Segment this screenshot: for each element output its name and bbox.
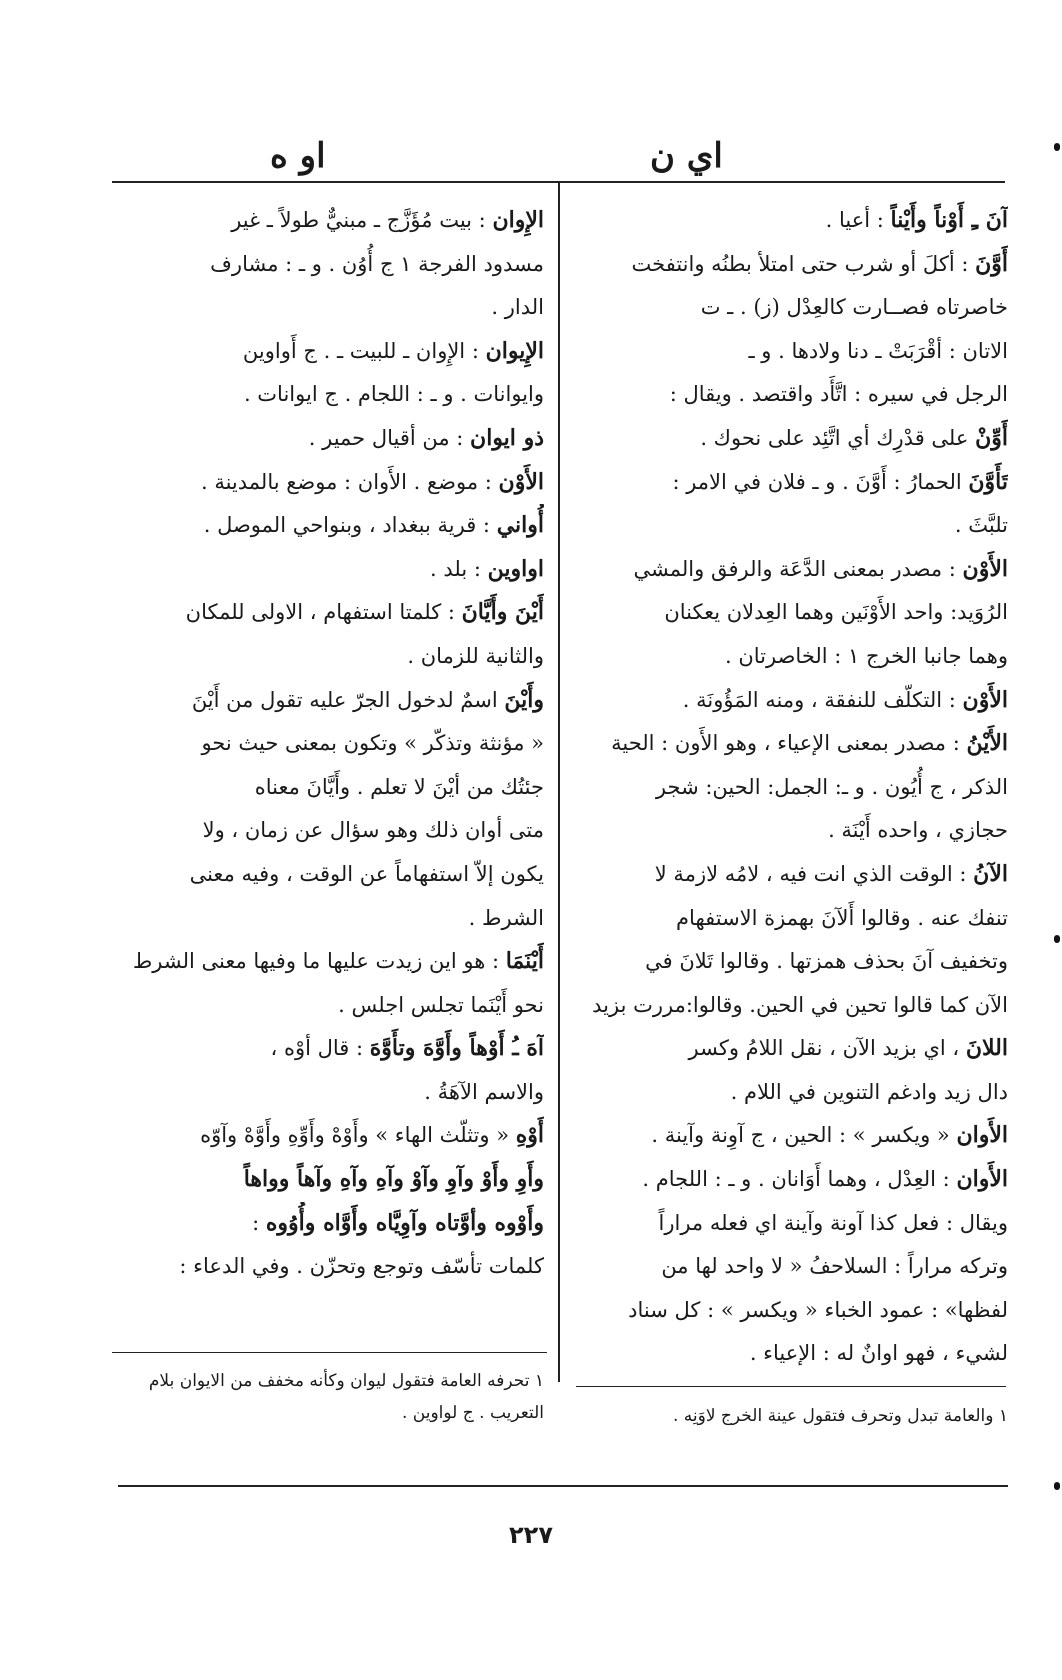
definition-text: دال زيد وادغم التنوين في اللام . (730, 1079, 1008, 1104)
headword: الأَوان (956, 1166, 1008, 1193)
entry-line (112, 984, 544, 1028)
headword: أَيْنَ وأَيَّانَ (461, 599, 544, 626)
footnote-rule-right (576, 1386, 1006, 1387)
entry-line (112, 809, 544, 853)
left-column-footnote (112, 1365, 544, 1429)
headword: أَوْهِ (515, 1122, 544, 1149)
definition-text: الشرط . (468, 905, 544, 930)
definition-text: « وتثلّث الهاء » وأَوْهْ وأَوِّهِ وأَوَّهْ وآوّه (200, 1123, 516, 1148)
entry-line (112, 1071, 544, 1115)
definition-text: حجازي ، واحده أَيْنَة . (828, 818, 1008, 843)
definition-text: وايوانات . و ـ : اللجام . ج ايوانات . (243, 382, 544, 407)
entry-line (112, 1114, 544, 1158)
left-column-entries (112, 199, 544, 1289)
definition-text: الذكر ، ج أُيُون . و ـ: الجمل: الحين: شجر (655, 774, 1008, 799)
definition-text: : قرية ببغداد ، وبنواحي الموصل . (203, 513, 497, 538)
definition-text: ، اي بزيد الآن ، نقل اللامُ وكسر (688, 1036, 966, 1061)
definition-text: متى أوان ذلك وهو سؤال عن زمان ، ولا (202, 818, 544, 843)
entry-line (576, 504, 1008, 548)
entry-line (576, 1332, 1008, 1376)
column-divider (558, 181, 560, 1382)
entry-line (576, 417, 1008, 461)
definition-text: تلبَّثَ . (954, 513, 1008, 538)
entry-line (576, 1289, 1008, 1333)
definition-text: : كلمتا استفهام ، الاولى للمكان (185, 600, 462, 625)
entry-line (576, 373, 1008, 417)
entry-line (576, 1202, 1008, 1246)
entry-line (576, 1114, 1008, 1158)
definition-text: مسدود الفرجة ١ ج أُوُن . و ـ : مشارف (210, 251, 544, 276)
footer-rule (118, 1485, 1008, 1487)
header-root-word-right: اي ن (650, 136, 723, 176)
entry-line (576, 1158, 1008, 1202)
entry-line (112, 373, 544, 417)
entry-line (112, 591, 544, 635)
definition-text: « مؤنثة وتذكّر » وتكون بمعنى حيث نحو (201, 731, 544, 756)
margin-mark (1054, 143, 1060, 151)
headword: ذو ايوان (470, 424, 544, 451)
header-root-word-left: او ه (270, 136, 326, 176)
entry-line (576, 853, 1008, 897)
entry-line (112, 1245, 544, 1289)
definition-text: والاسم الآهَةُ . (424, 1079, 544, 1104)
headword: اواوين (487, 555, 544, 582)
definition-text: كلمات تأسّف وتوجع وتحزّن . وفي الدعاء : (179, 1254, 544, 1279)
entry-line (576, 1027, 1008, 1071)
headword: الإِيوان (485, 337, 544, 364)
entry-line (576, 243, 1008, 287)
margin-mark (1054, 935, 1060, 943)
entry-line (576, 591, 1008, 635)
entry-line (576, 548, 1008, 592)
footnote-line: ١ والعامة تبدل وتحرف فتقول عينة الخرج لاوَنِه . (672, 1406, 1008, 1426)
headword: تَأَوَّنَ (968, 468, 1008, 495)
definition-text: : قال أوْه ، (270, 1036, 370, 1061)
footnote-rule-left (112, 1352, 547, 1353)
definition-text: : أعيا . (825, 208, 891, 232)
entry-line (576, 679, 1008, 723)
entry-line (576, 897, 1008, 941)
headword: أَوَّنَ (975, 250, 1008, 277)
headword: الآنُ (973, 860, 1008, 887)
entry-line (112, 722, 544, 766)
entry-line (576, 330, 1008, 374)
headword: الأَوْن (498, 468, 544, 495)
entry-line (112, 1202, 544, 1246)
definition-text: : هو اين زيدت عليها ما وفيها معنى الشرط (132, 949, 506, 974)
entry-line (112, 286, 544, 330)
entry-line (112, 679, 544, 723)
entry-line (576, 1245, 1008, 1289)
right-column-entries (576, 199, 1008, 1376)
page-number: ٢٢٧ (509, 1521, 553, 1549)
definition-text: : الوقت الذي انت فيه ، لامُه لازمة لا (654, 861, 974, 886)
definition-text: وتركه مراراً : السلاحفُ « لا واحد لها من (661, 1254, 1008, 1279)
headword: الأَيْنُ (966, 730, 1008, 757)
definition-text: تنفك عنه . وقالوا أَلآنَ بهمزة الاستفهام (676, 905, 1008, 930)
entry-line (112, 199, 544, 243)
definition-text: : بلد . (430, 556, 488, 581)
entry-line (112, 853, 544, 897)
definition-text: خاصرتاه فصــارت كالعِدْل (ز) . ـ ت (700, 295, 1008, 320)
definition-text: : أكلَ أو شرب حتى امتلأ بطنُه وانتفخت (631, 251, 976, 276)
definition-text: الرُوَيد: واحد الأَوْنَين وهما العِدلان يعكنان (664, 600, 1008, 625)
entry-line (576, 461, 1008, 505)
definition-text: على قدْرِك أي اتَّئِد على نحوك . (700, 425, 976, 450)
definition-text: : مصدر بمعنى الإعياء ، وهو الأَون : الحية (611, 731, 967, 756)
entry-line (112, 635, 544, 679)
definition-text: : من أقيال حمير . (308, 425, 471, 450)
definition-text: والثانية للزمان . (407, 643, 544, 668)
definition-text: جئتُك من أيْنَ لا تعلم . وأَيَّانَ معناه (254, 774, 544, 799)
definition-text: اسمٌ لدخول الجرّ عليه تقول من أَيْنَ (191, 687, 505, 712)
headword: أَوِّنْ (975, 424, 1008, 451)
definition-text: : العِدْل ، وهما أَوَانان . و ـ : اللجام . (642, 1167, 957, 1192)
definition-text: : مصدر بمعنى الدَّعَة والرفق والمشي (633, 556, 963, 581)
entry-line (112, 1158, 544, 1202)
entry-line (576, 722, 1008, 766)
headword: وأَوِ وأَوْ وآوِ وآوْ وآهِ وآهِ وآهاً وواهاً (243, 1166, 544, 1193)
definition-text: ويقال : فعل كذا آونة وآينة اي فعله مراراً (658, 1210, 1008, 1235)
definition-text: يكون إلاّ استفهاماً عن الوقت ، وفيه معنى (189, 861, 544, 886)
headword: أُواني (496, 512, 544, 539)
entry-line (112, 548, 544, 592)
entry-line (576, 199, 1008, 243)
entry-line (576, 1071, 1008, 1115)
definition-text: وهما جانبا الخرج ١ : الخاصرتان . (725, 643, 1008, 668)
definition-text: نحو أَيْنَما تجلس اجلس . (338, 992, 544, 1017)
headword: الإِوان (492, 207, 544, 233)
entry-line (112, 766, 544, 810)
definition-text: وتخفيف آنَ بحذف همزتها . وقالوا تَلانَ في (645, 949, 1008, 974)
headword: آنَ ـِ أَوْناً وأَيْناً (890, 207, 1008, 233)
entry-line (112, 417, 544, 461)
entry-line (112, 1027, 544, 1071)
right-column-footnote (576, 1400, 1008, 1432)
definition-text: الدار . (491, 295, 544, 320)
headword: وأَيْنَ (504, 686, 544, 713)
definition-text: الرجل في سيره : اتَّأَد واقتصد . ويقال : (669, 382, 1008, 407)
margin-mark (1054, 1482, 1060, 1490)
definition-text: : بيت مُؤَزَّج ـ مبنيٌّ طولاً ـ غير (231, 208, 493, 232)
headword: أَيْنَمَا (505, 948, 544, 975)
definition-text: : موضع . الأَوان : موضع بالمدينة . (200, 469, 499, 494)
entry-line (112, 461, 544, 505)
footnote-line: التعريب . ج لواوين . (401, 1403, 544, 1423)
entry-line (576, 984, 1008, 1028)
definition-text: : (252, 1210, 266, 1235)
entry-line (112, 330, 544, 374)
definition-text: الاتان : أقْرَبَتْ ـ دنا ولادها . و ـ (748, 338, 1008, 363)
headword: اللانَ (965, 1035, 1008, 1062)
definition-text: « ويكسر » : الحين ، ج آوِنة وآينة . (651, 1123, 957, 1148)
definition-text: الحمارُ : أَوَّنَ . و ـ فلان في الامر : (672, 469, 969, 494)
definition-text: لفظها» : عمود الخباء « ويكسر » : كل سناد (628, 1297, 1008, 1322)
footnote-line: ١ تحرفه العامة فتقول ليوان وكأنه مخفف من الايوان بلام (148, 1371, 544, 1391)
definition-text: : التكلّف للنفقة ، ومنه المَؤُونَة . (682, 687, 963, 712)
entry-line (576, 809, 1008, 853)
entry-line (576, 766, 1008, 810)
entry-line (112, 940, 544, 984)
entry-line (576, 286, 1008, 330)
headword: وأَوْوه وأوَّتاه وآوِيَّاه وأَوَّاه وأُوُوه (265, 1209, 544, 1236)
definition-text: الآن كما قالوا تحين في الحين. وقالوا:مررت بزيد (592, 992, 1008, 1017)
entry-line (112, 504, 544, 548)
entry-line (112, 897, 544, 941)
headword: الأَوان (956, 1122, 1008, 1149)
definition-text: : الإِوان ـ للبيت ـ . ج أَواوين (242, 338, 486, 363)
entry-line (576, 635, 1008, 679)
headword: آهَ ـُ أَوْهاً وأَوَّهَ وتأَوَّهَ (369, 1035, 544, 1062)
definition-text: لشيء ، فهو اوانٌ له : الإعياء . (749, 1341, 1008, 1366)
headword: الأَوْن (962, 686, 1008, 713)
headword: الأَوْن (962, 555, 1008, 582)
entry-line (576, 940, 1008, 984)
entry-line (112, 243, 544, 287)
